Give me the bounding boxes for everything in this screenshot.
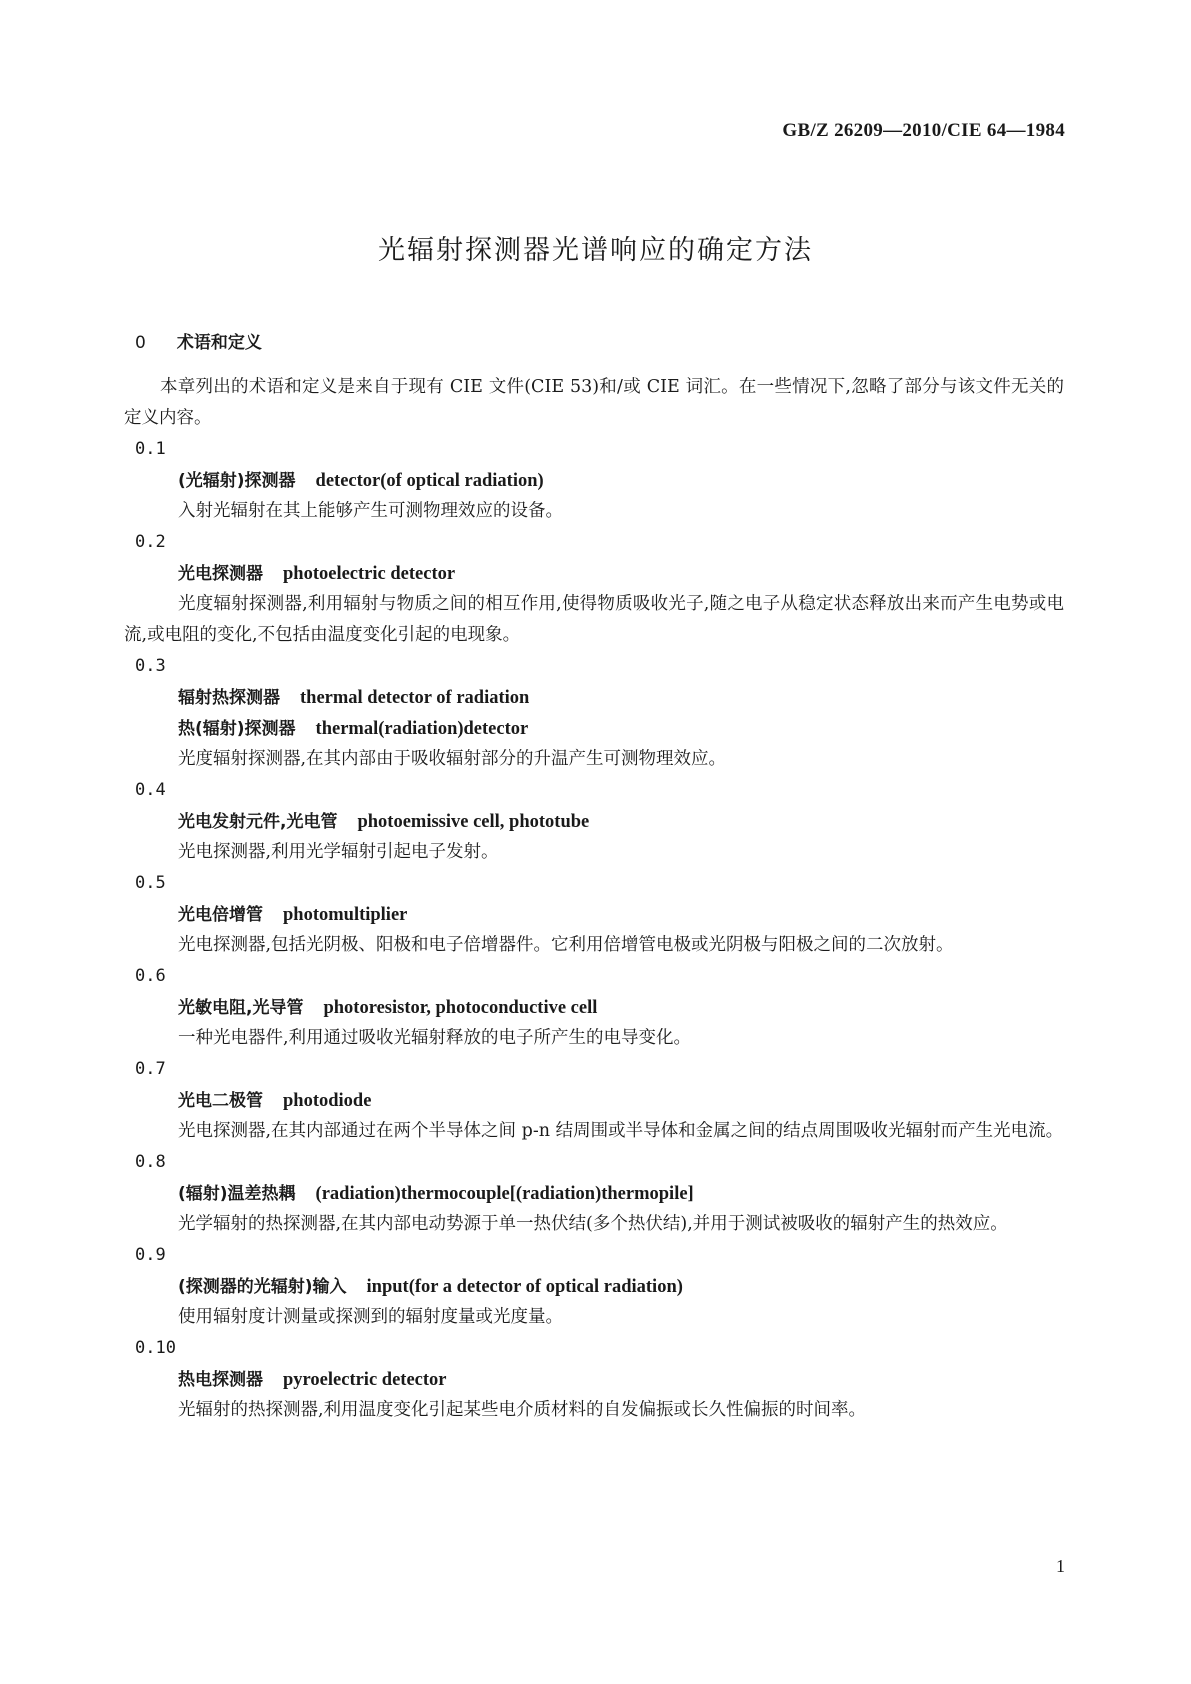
term-number: 0.6 [135, 966, 166, 986]
term-english: photomultiplier [283, 905, 408, 925]
term-line [124, 992, 1064, 1023]
intro-paragraph: 本章列出的术语和定义是来自于现有 CIE 文件(CIE 53)和/或 CIE 词汇。在一些情况下,忽略了部分与该文件无关的定义内容。 [124, 377, 1064, 428]
term-entry [124, 1240, 1064, 1333]
term-entry [124, 1147, 1064, 1240]
term-line [124, 713, 1064, 744]
term-line [124, 806, 1064, 837]
term-entry [124, 651, 1064, 775]
term-number: 0.2 [135, 532, 166, 552]
term-line [124, 1271, 1064, 1302]
term-english: input(for a detector of optical radiation) [366, 1277, 683, 1297]
term-chinese: 热(辐射)探测器 [178, 719, 296, 739]
term-number: 0.8 [135, 1152, 166, 1172]
term-number: 0.10 [135, 1338, 176, 1358]
term-entry [124, 961, 1064, 1054]
term-english: photoemissive cell, phototube [357, 812, 590, 832]
term-definition: 光学辐射的热探测器,在其内部电动势源于单一热伏结(多个热伏结),并用于测试被吸收的辐射产生的热效应。 [178, 1214, 1008, 1234]
term-chinese: 辐射热探测器 [178, 688, 280, 708]
term-line [124, 1085, 1064, 1116]
term-entry [124, 868, 1064, 961]
term-definition: 光电探测器,在其内部通过在两个半导体之间 p-n 结周围或半导体和金属之间的结点周围吸收光辐射而产生光电流。 [178, 1121, 1064, 1141]
term-number: 0.1 [135, 439, 166, 459]
term-chinese: 光电倍增管 [178, 905, 263, 925]
term-line [124, 558, 1064, 589]
term-english: thermal(radiation)detector [315, 719, 529, 739]
term-list [124, 434, 1064, 1426]
term-english: photoresistor, photoconductive cell [323, 998, 598, 1018]
page-title: 光辐射探测器光谱响应的确定方法 [378, 235, 813, 266]
term-chinese: (光辐射)探测器 [178, 471, 296, 491]
term-english: pyroelectric detector [283, 1370, 447, 1390]
term-line [124, 682, 1064, 713]
document-body [124, 372, 1064, 1426]
term-chinese: (探测器的光辐射)输入 [178, 1277, 347, 1297]
term-entry [124, 1333, 1064, 1426]
section-heading [135, 328, 262, 353]
term-chinese: 热电探测器 [178, 1370, 263, 1390]
term-entry [124, 775, 1064, 868]
term-english: photodiode [283, 1091, 372, 1111]
term-chinese: 光电发射元件,光电管 [178, 812, 338, 832]
term-number: 0.3 [135, 656, 166, 676]
term-definition: 使用辐射度计测量或探测到的辐射度量或光度量。 [178, 1307, 563, 1327]
term-definition: 一种光电器件,利用通过吸收光辐射释放的电子所产生的电导变化。 [178, 1028, 692, 1048]
standard-code: GB/Z 26209—2010/CIE 64—1984 [782, 120, 1065, 141]
term-definition: 入射光辐射在其上能够产生可测物理效应的设备。 [178, 501, 563, 521]
term-line [124, 1178, 1064, 1209]
term-number: 0.7 [135, 1059, 166, 1079]
term-english: detector(of optical radiation) [315, 471, 544, 491]
term-line [124, 1364, 1064, 1395]
section-title: 术语和定义 [176, 333, 262, 353]
term-entry [124, 434, 1064, 527]
term-chinese: 光电探测器 [178, 564, 263, 584]
term-chinese: 光敏电阻,光导管 [178, 998, 304, 1018]
term-chinese: (辐射)温差热耦 [178, 1184, 296, 1204]
term-english: (radiation)thermocouple[(radiation)thermopile] [315, 1184, 694, 1204]
term-definition: 光电探测器,利用光学辐射引起电子发射。 [178, 842, 499, 862]
term-english: thermal detector of radiation [300, 688, 530, 708]
term-definition: 光度辐射探测器,利用辐射与物质之间的相互作用,使得物质吸收光子,随之电子从稳定状态释放出来而产生电势或电流,或电阻的变化,不包括由温度变化引起的电现象。 [124, 594, 1064, 645]
term-english: photoelectric detector [283, 564, 456, 584]
term-definition: 光电探测器,包括光阴极、阳极和电子倍增器件。它利用倍增管电极或光阴极与阳极之间的二次放射。 [178, 935, 954, 955]
term-line [124, 465, 1064, 496]
term-definition: 光度辐射探测器,在其内部由于吸收辐射部分的升温产生可测物理效应。 [178, 749, 727, 769]
page-number: 1 [1056, 1556, 1065, 1576]
term-definition: 光辐射的热探测器,利用温度变化引起某些电介质材料的自发偏振或长久性偏振的时间率。 [178, 1400, 867, 1420]
term-number: 0.4 [135, 780, 166, 800]
term-entry [124, 527, 1064, 651]
term-entry [124, 1054, 1064, 1147]
section-number: 0 [135, 333, 146, 353]
term-chinese: 光电二极管 [178, 1091, 263, 1111]
term-line [124, 899, 1064, 930]
term-number: 0.5 [135, 873, 166, 893]
term-number: 0.9 [135, 1245, 166, 1265]
